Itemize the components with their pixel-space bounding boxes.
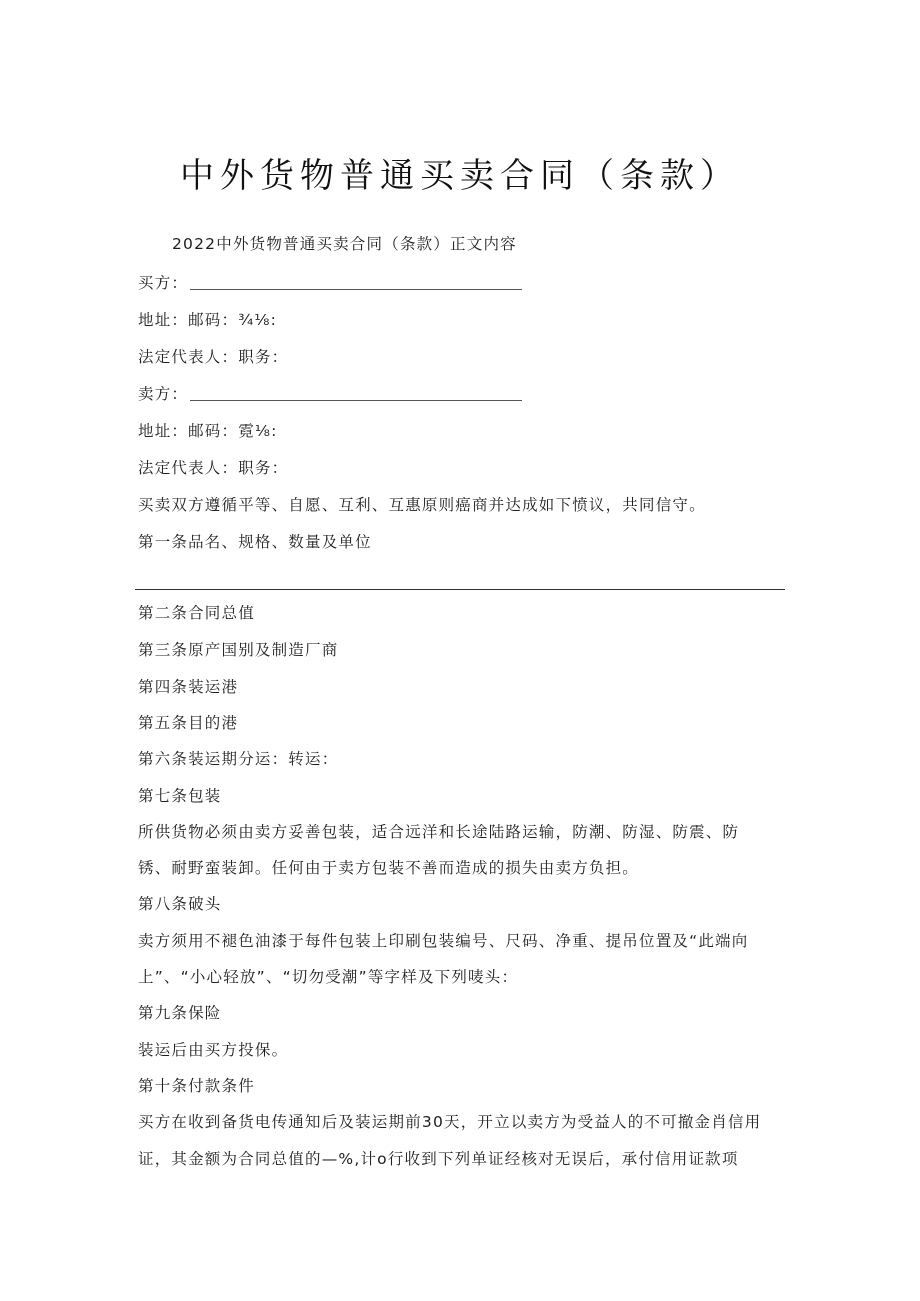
horizontal-rule: [135, 589, 785, 590]
document-subtitle: 2022中外货物普通买卖合同（条款）正文内容: [172, 235, 517, 253]
buyer-label: 买方：: [138, 274, 189, 292]
seller-address: 地址：邮码：霓⅛:: [138, 422, 278, 440]
seller-line: [138, 384, 522, 404]
article-3-heading: 第三条原产国别及制造厂商: [138, 641, 339, 659]
article-7-heading: 第七条包装: [138, 787, 222, 805]
article-1-heading: 第一条品名、规格、数量及单位: [138, 533, 372, 551]
article-6-heading: 第六条装运期分运：转运：: [138, 750, 339, 768]
article-2-heading: 第二条合同总值: [138, 604, 255, 622]
preamble: 买卖双方遵循平等、自愿、互利、互惠原则癌商并达成如下愤议，共同信守。: [138, 496, 706, 514]
article-7-paragraph-line-1: 所供货物必须由卖方妥善包装，适合远洋和长途陆路运输，防潮、防湿、防震、防: [138, 823, 740, 841]
article-8-paragraph-line-2: 上”、“小心轻放”、“切勿受潮”等字样及下列唛头：: [138, 968, 519, 986]
article-9-heading: 第九条保险: [138, 1004, 222, 1022]
buyer-representative: 法定代表人：职务：: [138, 348, 289, 366]
buyer-address: 地址：邮码：¾⅛:: [138, 311, 278, 329]
article-8-paragraph-line-1: 卖方须用不褪色油漆于每件包装上印刷包装编号、尺码、净重、提吊位置及“此端向: [138, 932, 749, 950]
seller-blank-line: [190, 399, 522, 401]
article-4-heading: 第四条装运港: [138, 678, 239, 696]
article-7-paragraph-line-2: 锈、耐野蛮装卸。任何由于卖方包装不善而造成的损失由卖方负担。: [138, 859, 640, 877]
seller-label: 卖方：: [138, 385, 189, 403]
article-10-paragraph-line-1: 买方在收到备货电传通知后及装运期前30天，开立以卖方为受益人的不可撤金肖信用: [138, 1113, 762, 1131]
article-9-paragraph: 装运后由买方投保。: [138, 1041, 289, 1059]
article-8-heading: 第八条破头: [138, 895, 222, 913]
buyer-line: [138, 273, 522, 293]
seller-representative: 法定代表人：职务：: [138, 459, 289, 477]
buyer-blank-line: [190, 288, 522, 290]
article-10-heading: 第十条付款条件: [138, 1077, 255, 1095]
article-5-heading: 第五条目的港: [138, 714, 239, 732]
article-10-paragraph-line-2: 证，其金额为合同总值的—%,计o行收到下列单证经核对无误后，承付信用证款项: [138, 1150, 739, 1168]
document-title: 中外货物普通买卖合同（条款）: [180, 156, 740, 196]
